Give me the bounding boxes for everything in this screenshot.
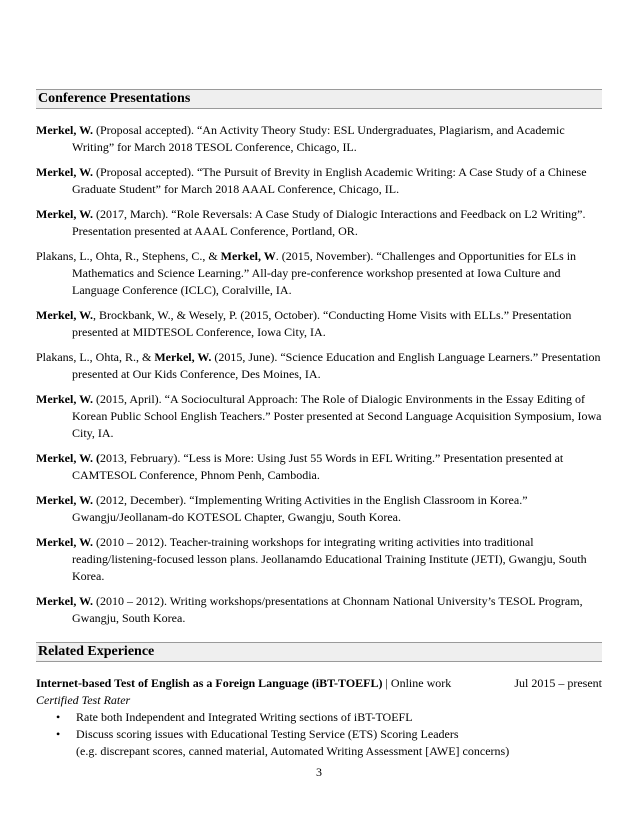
entry-author: Merkel, W.: [36, 493, 93, 507]
entry-details: (Proposal accepted). “The Pursuit of Brevity in English Academic Writing: A Case Study of a Chinese Graduate Student” for March 2018 AAAL Conference, Chicago, IL.: [72, 165, 587, 196]
entry-details: (2015, June). “Science Education and English Language Learners.” Presentation presented at Our Kids Conference, Des Moines, IA.: [72, 350, 601, 381]
entry-details: (Proposal accepted). “An Activity Theory Study: ESL Undergraduates, Plagiarism, and Academic Writing” for March 2018 TESOL Conference, Chicago, IL.: [72, 123, 565, 154]
job-role: Certified Test Rater: [36, 693, 131, 707]
entry-coauthors: Plakans, L., Ohta, R., &: [36, 350, 155, 364]
presentation-entry: [36, 593, 604, 627]
entry-coauthors: Plakans, L., Ohta, R., Stephens, C., &: [36, 249, 221, 263]
entry-author: Merkel, W.: [154, 350, 212, 364]
bullet-icon: •: [56, 727, 61, 741]
job-dates: Jul 2015 – present: [514, 676, 602, 690]
entry-author: Merkel, W.: [36, 123, 93, 137]
entry-author: Merkel, W.: [36, 165, 93, 179]
entry-author: Merkel, W.: [36, 308, 93, 322]
conference-entries: [36, 122, 604, 635]
presentation-entry: [36, 391, 604, 442]
presentation-entry: [36, 534, 604, 585]
entry-details: (2012, December). “Implementing Writing Activities in the English Classroom in Korea.” Gwangju/Jeollanam-do KOTESOL Chapter, Gwangju, South Korea.: [72, 493, 528, 524]
presentation-entry: [36, 450, 604, 484]
entry-author: Merkel, W.: [36, 535, 93, 549]
job-entry: [36, 675, 604, 760]
presentation-entry: [36, 164, 604, 198]
presentation-entry: [36, 122, 604, 156]
presentation-entry: [36, 492, 604, 526]
entry-author: Merkel, W.: [36, 392, 93, 406]
entry-author: Merkel, W: [220, 249, 276, 263]
entry-details: (2017, March). “Role Reversals: A Case Study of Dialogic Interactions and Feedback on L2 Writing”. Presentation presented at AAAL Conference, Portland, OR.: [72, 207, 586, 238]
presentation-entry: [36, 349, 604, 383]
entry-details: (2010 – 2012). Teacher-training workshops for integrating writing activities into traditional reading/listening-focused lesson plans. Jeollanamdo Educational Training Institute (JETI), Gwangju, South Korea.: [72, 535, 587, 583]
entry-details: (2010 – 2012). Writing workshops/presentations at Chonnam National University’s TESOL Program, Gwangju, South Korea.: [72, 594, 583, 625]
presentation-entry: [36, 307, 604, 341]
entry-details: . (2015, November). “Challenges and Opportunities for ELs in Mathematics and Science Learning.” All-day pre-conference workshop presented at Iowa Culture and Language Conference (ICLC), Coralville, IA.: [72, 249, 577, 297]
page-number: 3: [316, 765, 322, 779]
job-title: Internet-based Test of English as a Foreign Language (iBT-TOEFL): [36, 676, 383, 690]
bullet-icon: •: [56, 710, 61, 724]
presentation-entry: [36, 206, 604, 240]
entry-author: Merkel, W. (: [36, 451, 100, 465]
entry-details: , Brockbank, W., & Wesely, P. (2015, October). “Conducting Home Visits with ELLs.” Presentation presented at MIDTESOL Conference, Iowa City, IA.: [72, 308, 572, 339]
presentation-entry: [36, 248, 604, 299]
entry-author: Merkel, W.: [36, 594, 93, 608]
job-header: [36, 675, 604, 692]
job-bullet: • Rate both Independent and Integrated Writing sections of iBT-TOEFL: [56, 710, 413, 724]
related-section-title: Related Experience: [38, 644, 155, 659]
job-location: | Online work: [382, 676, 452, 690]
entry-author: Merkel, W.: [36, 207, 93, 221]
conference-section-title: Conference Presentations: [38, 91, 191, 106]
job-bullet: • Discuss scoring issues with Educational Testing Service (ETS) Scoring Leaders: [56, 727, 459, 741]
job-bullet-continuation: (e.g. discrepant scores, canned material, Automated Writing Assessment [AWE] concerns): [76, 744, 510, 758]
entry-details: (2015, April). “A Sociocultural Approach: The Role of Dialogic Environments in the Essay Editing of Korean Public School English Teachers.” Poster presented at Second Language Acquisition Symposium, Iowa City, IA.: [72, 392, 602, 440]
entry-details: 2013, February). “Less is More: Using Just 55 Words in EFL Writing.” Presentation presented at CAMTESOL Conference, Phnom Penh, Cambodia.: [72, 451, 564, 482]
job-bullets: [36, 709, 604, 760]
